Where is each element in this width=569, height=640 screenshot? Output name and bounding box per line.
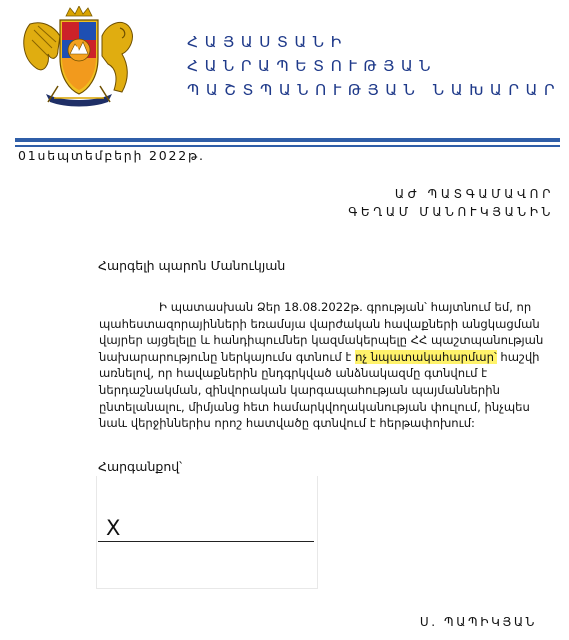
signature-line xyxy=(98,541,314,542)
body-text-part-2: հաշվի առնելով, որ հավաքներին ընդգրկված անձնակազմը գտնվում է ներդաշնակման, զինվորական կարգապահության պայմաններին ընտելանալու, միմյանց հետ համարկվողականության փուլում, ինչպես նաև վերջիններիս որոշ հատվածը գտնվում է հերթափոխում: xyxy=(99,349,540,431)
ministry-title-line-3: ՊԱՇՏՊԱՆՈՒԹՅԱՆ ՆԱԽԱՐԱՐ xyxy=(187,81,562,99)
ministry-title-line-1: ՀԱՅԱՍՏԱՆԻ xyxy=(187,33,348,51)
letter-body xyxy=(99,299,551,432)
armenian-coat-of-arms-emblem xyxy=(18,6,140,110)
header-divider-thick xyxy=(15,138,560,142)
closing-phrase: Հարգանքով՝ xyxy=(98,459,183,474)
body-text-part-1: Ի պատասխան Ձեր 18.08.2022թ. գրության՝ հայտնում եմ, որ պահեստազորայինների եռամսյա վարժական հավաքների անցկացման վայրեր այցելելը և հանդիպումներ կազմակերպելը ՀՀ պաշտպանության նախարարությունը ներկայումս գտնում է xyxy=(99,300,544,364)
header-divider-thin xyxy=(15,145,560,147)
ministry-title-line-2: ՀԱՆՐԱՊԵՏՈՒԹՅԱՆ xyxy=(187,57,438,75)
ministry-title xyxy=(187,30,561,102)
highlighted-phrase: ոչ նպատակահարմար՝ xyxy=(355,349,497,364)
addressee-title: ԱԺ ՊԱՏԳԱՄԱՎՈՐ xyxy=(394,187,554,201)
signer-name: Ս. ՊԱՊԻԿՅԱՆ xyxy=(419,615,537,629)
salutation: Հարգելի պարոն Մանուկյան xyxy=(98,258,286,273)
addressee-name: ԳԵՂԱՄ ՄԱՆՈՒԿՅԱՆԻՆ xyxy=(348,205,554,219)
signature-mark: X xyxy=(106,516,121,540)
signature-box xyxy=(96,476,318,589)
addressee-block xyxy=(348,185,554,221)
letter-date: 01սեպտեմբերի 2022թ. xyxy=(18,148,205,163)
